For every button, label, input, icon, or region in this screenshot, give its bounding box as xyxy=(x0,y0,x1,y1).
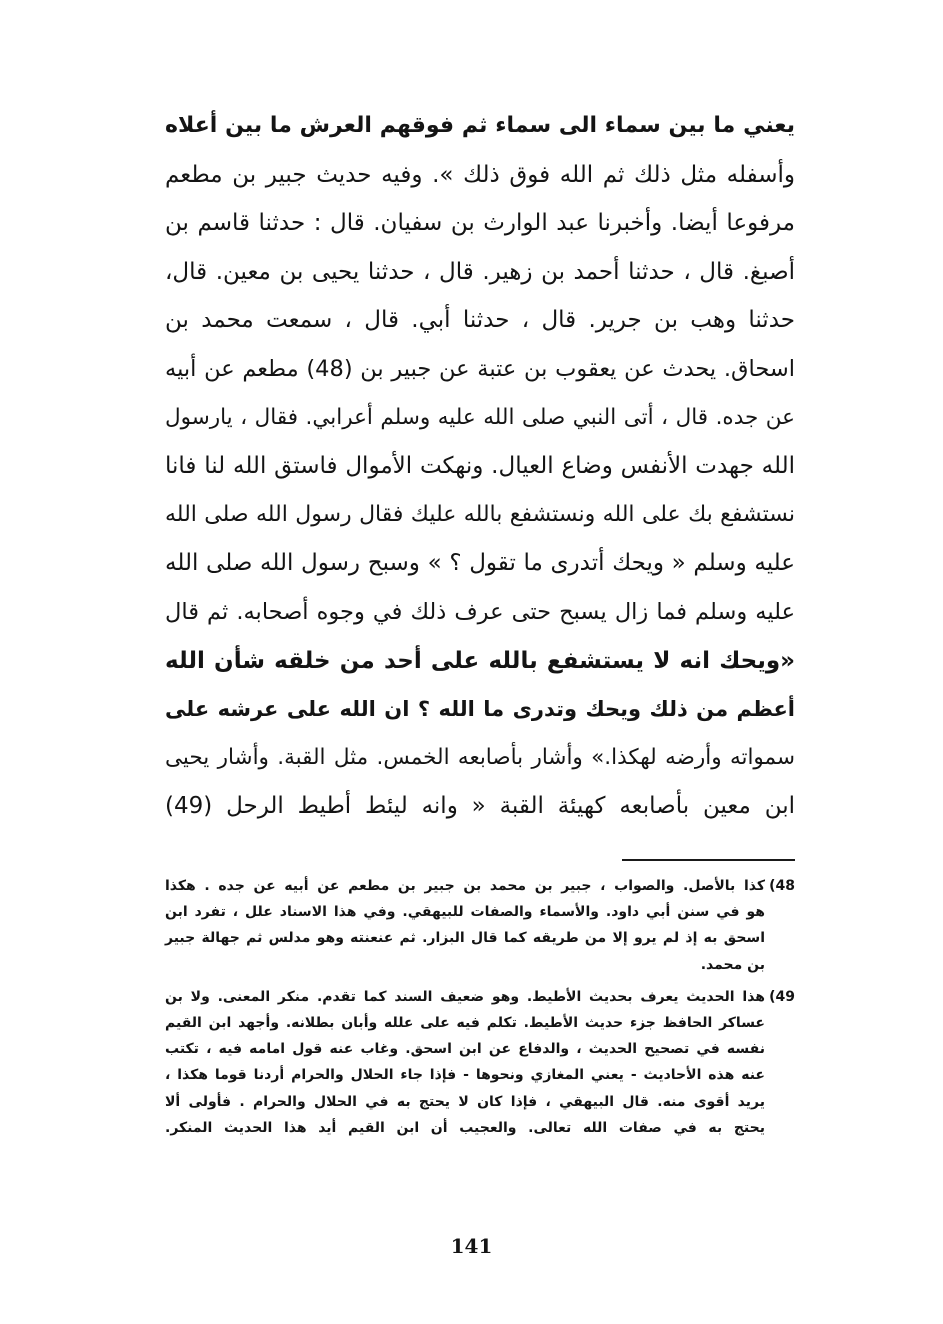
footnote-48 xyxy=(165,873,795,978)
footnote-line: هذا الحديث يعرف بحديث الأطيط. وهو ضعيف السند كما تقدم. منكر المعنى. ولا بن xyxy=(165,988,765,1005)
main-line: عن جده. قال ، أتى النبي صلى الله عليه وسلم أعرابي. فقال ، يارسول xyxy=(165,404,795,430)
footnote-line: عساكر الحافظ جزء حديث الأطيط. تكلم فيه على علله وأبان بطلانه. وأجهد ابن القيم xyxy=(165,1014,765,1031)
main-line: عليه وسلم « ويحك أتدرى ما تقول ؟ » وسبح رسول الله صلى الله xyxy=(165,550,795,577)
main-line: مرفوعا أيضا. وأخبرنا عبد الوارث بن سفيان. قال : حدثنا قاسم بن xyxy=(165,210,795,237)
main-line: «ويحك انه لا يستشفع بالله على أحد من خلقه شأن الله xyxy=(165,647,795,674)
footnote-line: اسحق به إذ لم يرو إلا من طريقه كما قال البزار. ثم عنعنته وهو مدلس ثم جهالة جبير xyxy=(165,930,765,947)
footnote-line: عنه هذه الأحاديث - يعني المغازي ونحوها - فإذا جاء الحلال والحرام أردنا قوما هكذا ، xyxy=(165,1067,765,1084)
main-line: حدثنا وهب بن جرير. قال ، حدثنا أبي. قال ، سمعت محمد بن xyxy=(165,307,795,334)
footnote-separator xyxy=(622,859,795,861)
footnote-line: بن محمد. xyxy=(700,956,765,973)
footnote-line: يريد أقوى منه. قال البيهقي ، فإذا كان لا يحتج به في الحلال والحرام . فأولى ألا xyxy=(165,1093,765,1110)
main-line: أصبغ. قال ، حدثنا أحمد بن زهير. قال ، حدثنا يحيى بن معين. قال، xyxy=(165,258,795,285)
footnote-number: (48 xyxy=(769,878,795,894)
footnote-line: نفسه في تصحيح الحديث ، والدفاع عن ابن اسحق. وغاب عنه قول امامه فيه ، تكتب xyxy=(165,1041,765,1058)
footnote-line: كذا بالأصل. والصواب ، جبير بن محمد بن جبير بن مطعم عن أبيه عن جده . هكذا xyxy=(165,878,765,894)
footnote-number: (49 xyxy=(769,988,795,1005)
main-line: أعظم من ذلك ويحك وتدرى ما الله ؟ ان الله على عرشه على xyxy=(165,697,795,722)
main-line: ابن معين بأصابعه كهيئة القبة « وانه ليئط أطيط الرحل (49) xyxy=(165,793,795,820)
footnote-49 xyxy=(165,984,795,1141)
page-number: 141 xyxy=(450,1234,493,1258)
main-line: نستشفع بك على الله ونستشفع بالله عليك فقال رسول الله صلى الله xyxy=(165,501,795,527)
main-line: يعني ما بين سماء الى سماء ثم فوقهم العرش ما بين أعلاه xyxy=(165,113,795,138)
main-line: وأسفله مثل ذلك ثم الله فوق ذلك ». وفيه حديث جبير بن مطعم xyxy=(165,161,795,188)
footnotes-block xyxy=(165,873,795,1147)
main-line: عليه وسلم فما زال يسبح حتى عرف ذلك في وجوه أصحابه. ثم قال xyxy=(165,598,795,625)
main-line: سمواته وأرضه لهكذا.» وأشار بأصابعه الخمس. مثل القبة. وأشار يحيى xyxy=(165,744,795,770)
main-line: الله جهدت الأنفس وضاع العيال. ونهكت الأموال فاستق الله لنا فانا xyxy=(165,453,795,480)
main-text-block xyxy=(165,102,795,831)
footnote-line: يحتج به في صفات الله تعالى. والعجيب أن ابن القيم أيد هذا الحديث المنكر. xyxy=(165,1119,765,1136)
footnote-line: هو في سنن أبي داود. والأسماء والصفات للبيهقي. وفي هذا الاسناد علل ، تفرد ابن xyxy=(165,904,765,921)
main-line: اسحاق. يحدث عن يعقوب بن عتبة عن جبير بن (48) مطعم عن أبيه xyxy=(165,355,795,382)
